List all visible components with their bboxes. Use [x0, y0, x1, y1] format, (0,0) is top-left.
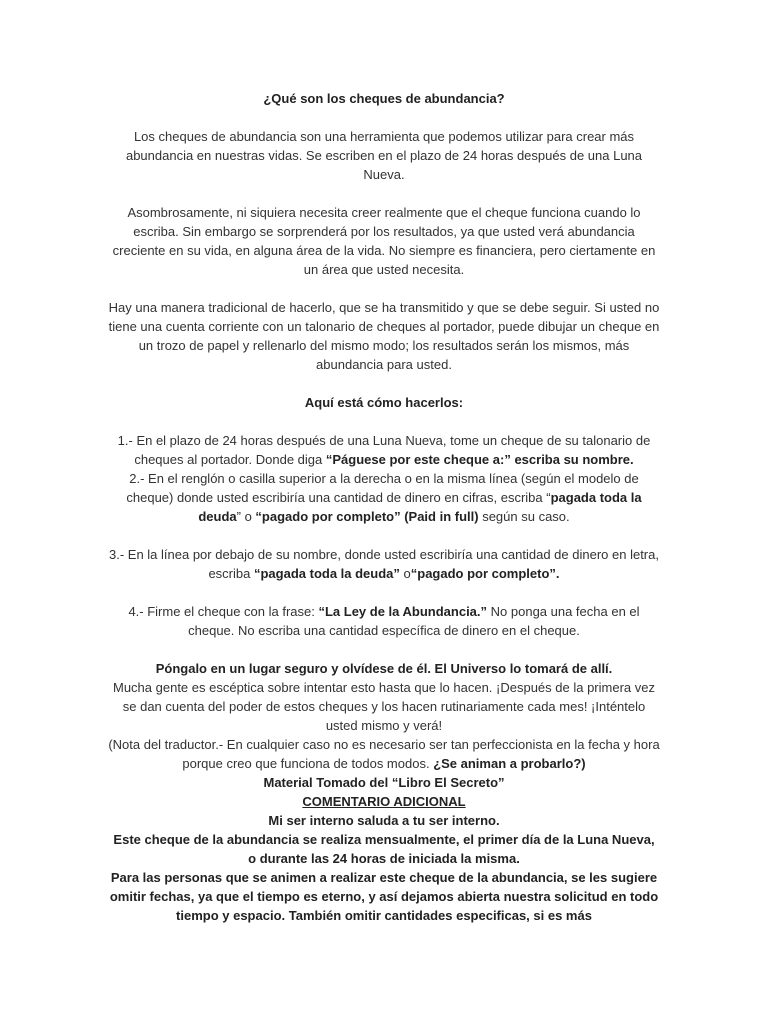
comment-heading: COMENTARIO ADICIONAL — [302, 794, 466, 809]
closing-text: Mucha gente es escéptica sobre intentar esto hasta que lo hacen. ¡Después de la primera vez se dan cuenta del poder de estos cheques y los hacen rutinariamente cada mes! ¡Inténtelo usted mismo y verá! — [113, 680, 655, 733]
document-body — [108, 89, 660, 925]
greeting-line: Mi ser interno saluda a tu ser interno. — [268, 813, 500, 828]
step-3: 3.- En la línea por debajo de su nombre, donde usted escribiría una cantidad de dinero en letra, escriba “pagada toda la deuda” o“pagado por completo”. — [109, 547, 659, 581]
advice-paragraph: Para las personas que se animen a realizar este cheque de la abundancia, se les sugiere omitir fechas, ya que el tiempo es eterno, y así dejamos abierta nuestra solicitud en todo tiempo y espacio. También omitir cantidades especificas, si es más — [109, 870, 659, 923]
paragraph-belief: Asombrosamente, ni siquiera necesita creer realmente que el cheque funciona cuando lo escriba. Sin embargo se sorprenderá por los resultados, ya que usted verá abundancia creciente en su vida, en alguna área de la vida. No siempre es financiera, pero ciertamente en un área que usted necesita. — [112, 205, 656, 277]
translator-note: (Nota del traductor.- En cualquier caso no es necesario ser tan perfeccionista en la fecha y hora porque creo que funciona de todos modos. ¿Se animan a probarlo?) — [108, 737, 660, 771]
step-1: 1.- En el plazo de 24 horas después de una Luna Nueva, tome un cheque de su talonario de cheques al portador. Donde diga “Páguese por este cheque a:” escriba su nombre. — [117, 433, 651, 467]
intro-paragraph: Los cheques de abundancia son una herramienta que podemos utilizar para crear más abundancia en nuestras vidas. Se escriben en el plazo de 24 horas después de una Luna Nueva. — [125, 129, 643, 182]
closing-bold: Póngalo en un lugar seguro y olvídese de él. El Universo lo tomará de allí. — [155, 661, 613, 676]
step-4: 4.- Firme el cheque con la frase: “La Ley de la Abundancia.” No ponga una fecha en el cheque. No escriba una cantidad específica de dinero en el cheque. — [128, 604, 640, 638]
page-title: ¿Qué son los cheques de abundancia? — [263, 91, 505, 106]
paragraph-tradition: Hay una manera tradicional de hacerlo, que se ha transmitido y que se debe seguir. Si usted no tiene una cuenta corriente con un talonario de cheques al portador, puede dibujar un cheque en un trozo de papel y rellenarlo del mismo modo; los resultados serán los mismos, más abundancia para usted. — [108, 300, 660, 372]
monthly-paragraph: Este cheque de la abundancia se realiza mensualmente, el primer día de la Luna Nueva, o durante las 24 horas de iniciada la misma. — [113, 832, 655, 866]
howto-heading: Aquí está cómo hacerlos: — [304, 395, 464, 410]
step-2: 2.- En el renglón o casilla superior a la derecha o en la misma línea (según el modelo de cheque) donde usted escribiría una cantidad de dinero en cifras, escriba “pagada toda la deuda” o “pagado por completo” (Paid in full) según su caso. — [126, 471, 642, 524]
source-credit: Material Tomado del “Libro El Secreto” — [263, 775, 505, 790]
